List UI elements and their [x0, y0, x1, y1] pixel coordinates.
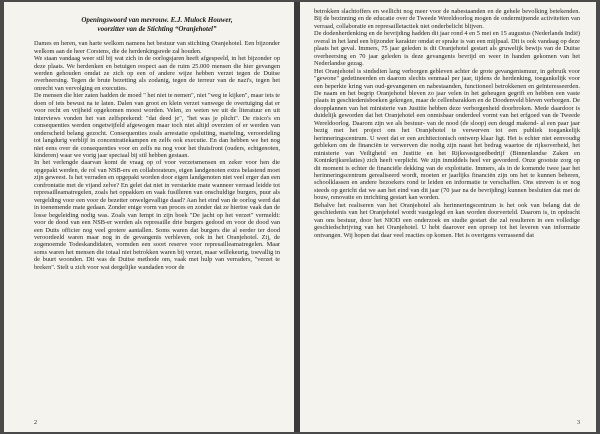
- right-page: [300, 2, 596, 432]
- paragraph: We staan vandaag weer stil bij wat zich in de oorlogsjaren heeft afgespeeld, in het bijzonder op deze plaats. We herdenken en betuigen respect aan de ruim 25.000 mensen die hier gevangen werden gehouden omdat ze zich op een of andere wijze hebben verzet tegen de Duitse overheersing. Tegen de brute bezetting als zodanig, tegen de terreur van de nazi's, tegen het onrecht van vervolging en executies.: [34, 55, 280, 92]
- page-number-right: 3: [577, 420, 580, 426]
- left-body-text: [34, 40, 280, 271]
- paragraph: De mensen die hier zaten hadden de moed " het niet te nemen", niet "weg te kijken", maar iets te doen of iets bewust na te laten. Dalen van groot en klein verzet vanwege de overtuiging dat er voor recht en vrijheid opgekomen moest worden. Velen, zo weten we uit de literatuur en uit interviews vonden het van zelfsprekend: "dat deed je", "het was je plicht". De risico's en consequenties werden ongetwijfeld afgewogen maar toch niet altijd overzien of er werden van onderscheid belang gezocht. Consequenties zoals arrestatie opsluiting, marteling, veroordeling tot langdurig verblijf in concentratiekampen en zelfs ook executie. En dan hebben we het nog niet eens over de consequenties voor en zelfs nu nog voor het thuisfront (ouders, echtgenoten, kinderen) waar we vorig jaar speciaal bij stil hebben gestaan.: [34, 92, 280, 159]
- paragraph: In het verlengde daarvan komt de vraag op of voor verzetsmensen en zeker voor hen die opgepakt werden, de rol van NSB-ers en collaborateurs, eigen landgenoten extra belastend moet zijn geweest. Is het verraden en opgepakt worden door eigen landgenoten niet veel erger dan een confrontatie met de vijand zelve? En gelet dat niet in verstarkte mate wanneer verraad leidde tot represailleamatregelen, zoals het oppakken en vaak fusilleren van onschuldige burgers, puur als vergelding voor een voor de bezetter onwelgevallige daad? Aan het eind van de oorlog werd dat in toenemende mate gedaan. Zonder enige vorm van proces en zonder dat ze hiertoe vaak dan de losse begeleiding nodig was. Zoals van Iempt in zijn boek "De jacht op het verzet" vermeldt: voor de dood van een NSB-er werden als represaille drie burgers gedood en voor de dood van een Duits officier nog veel grotere aantallen. Soms waren dat burgers die al eerder ter dood veroordeeld waren maar nog in de gevangenis verbleven, ook in het Oranjehotel. Zij, de zogenoemde Todeskandidaten, vormden een soort reserve voor represailleamatregelen. Maar soms waren het mensen die totaal niet betrokken waren bij verzet, maar willekeurig, toevallig in de buurt woonden. Dit was de Duitse methode om, vaak met hulp van verraders, "verzet te breken". Stelt u zich voor wat dergelijke wandaden voor de: [34, 159, 280, 271]
- title-line-1: Openingswoord van mevrouw. E.J. Mulock Houwer,: [81, 16, 233, 24]
- opening-title: [34, 16, 280, 33]
- paragraph: De dodenherdenking en de bevrijding hadden dit jaar rond 4 en 5 mei en 15 augustus (Nederlands Indië) overal in het land een bijzonder karakter omdat er sprake is van een mijlpaal. Dit is ook vandaag op deze plaats het geval. Immers, 75 jaar geleden is dit Oranjehotel gestart als gruwelijk bewijs van de Duitse overheersing en 70 jaar geleden is deze gevangenis bevrijd en weer in handen gekomen van het Nederlandse gezag.: [314, 30, 580, 68]
- page-number-left: 2: [34, 420, 37, 426]
- paragraph: Dames en heren, van harte welkom namens het bestuur van stichting Oranjehotel. Een bijzonder welkom aan de heer Corstens, die de herdenkingsrede zal houden.: [34, 40, 280, 55]
- paragraph: betrokken slachtoffers en wellicht nog meer voor de nabestaanden en de gehele bevolking betekenden. Bij de bezinning en de educatie over de Tweede Wereldoorlog mogen de ondermijnende activiteiten van verraad, collaboratie en represailletactiek niet onderbelicht blijven.: [314, 8, 580, 30]
- paragraph: Het Oranjehotel is sindsdien lang verborgen gebleven achter de grote gevangenismuur, in gebruik voor "gewone" gedetineerden en daarom slechts eenmaal per jaar, tijdens de herdenking, toegankelijk voor een beperkte kring van oud-gevangenen en nabestaanden, functioneel betrokkenen en geïnteresseerden. De naam en het begrip Oranjehotel bleven zo jaar velen in het geheugen gegrift en hebben een vaste plaats in geschiedenisboeken gekregen, maar de cellenbarakken en de Doodenveld bleven verborgen. De doopplannen van het ministerie van Justitie hebben deze verborgenheid doorbroken. Mede daardoor is duidelijk geworden dat het Oranjehotel een onmisbaar onderdeel vormt van het erfgoed van de Tweede Wereldoorlog. Daarom zijn we als bestuur- van de nood (de sloop) een deugd makend- al een paar jaar bezig met het project om het Oranjehotel te verwerven tot een publiek toegankelijk herinneringscentrum. U weet dat er een architectonisch ontwerp klaar ligt. Het is echter niet eenvoudig gebleken om de financiën te verwerven die nodig zijn naast het bedrag waartoe de rijksoverheid, het ministerie van Veiligheid en Justitie en het Rijksvastgoedbedrijf (Binnenlandse Zaken en Koninkrijksrelaties) zich heeft verplicht. We zijn inmiddels heel ver gevorderd. Onze grootste zorg op dit moment is echter de financiële dekking van de exploitatie. Immers, als in de komende twee jaar het herinneringscentrum gerealiseerd wordt, moeten er jaarlijks financiën zijn om het te kunnen beheren, schoolklassen en andere bezoekers rond te leiden en informatie te verschaffen. Ons streven is er nog steeds op gericht dat we aan het eind van dit jaar (70 jaar na de bevrijding) kunnen besluiten dat met de bouw, renovatie en inrichting gestart kan worden.: [314, 67, 580, 202]
- right-body-text: [314, 8, 580, 239]
- left-page: [4, 2, 294, 432]
- title-line-2: voorzitter van de Stichting “Oranjehotel”: [97, 24, 217, 33]
- paragraph: Behalve het realiseren van het Oranjehotel als herinneringscentrum is het ook van belang dat de geschiedenis van het Oranjehotel wordt vastgelegd en kan worden doorverteld. Daarom is, in opdracht van ons bestuur, door het NIOD een onderzoek en studie gestart die zal resulteren in een volledige geschiedschrijving van het Oranjehotel. U hebt daarover een oproep tot het leveren van informatie ontvangen. Wij hopen dat daar veel reacties op komen. Het is overigens verrassend dat: [314, 201, 580, 239]
